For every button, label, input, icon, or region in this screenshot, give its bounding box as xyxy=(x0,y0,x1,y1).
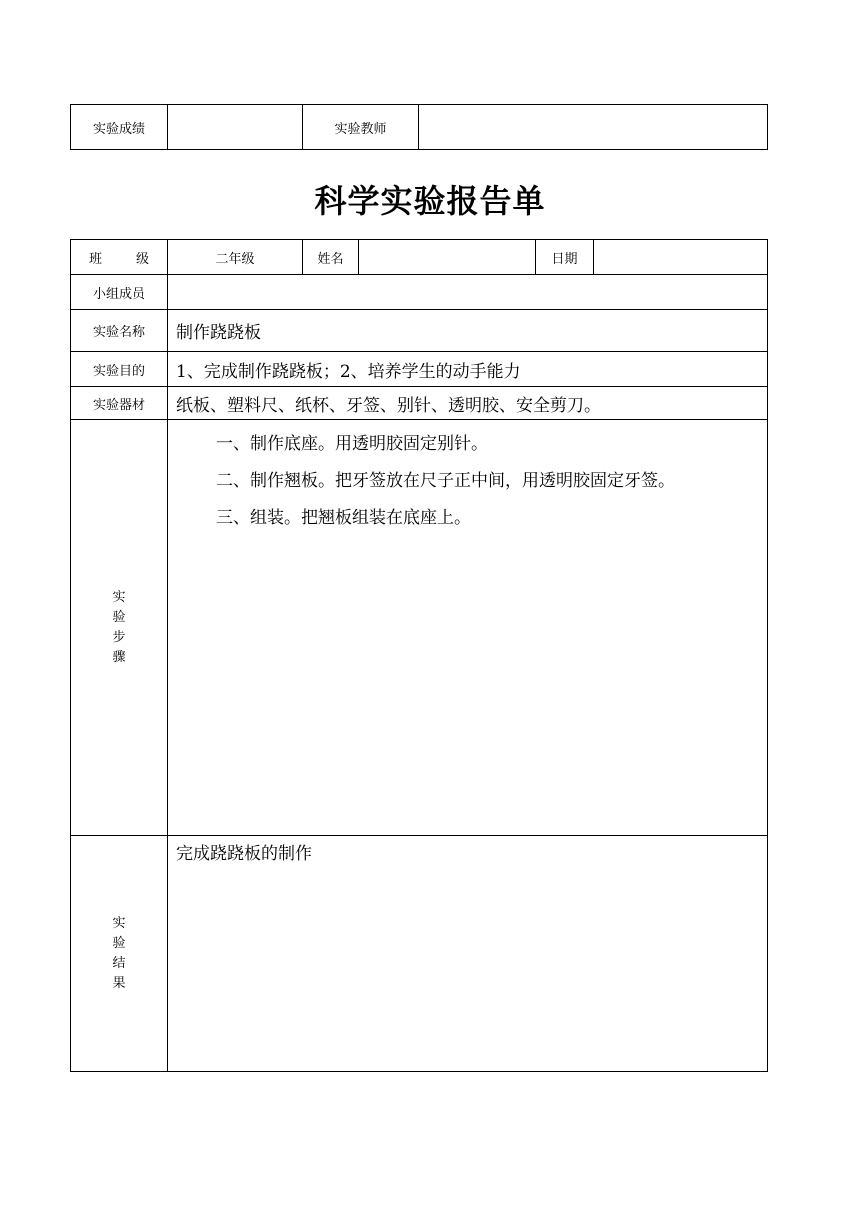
score-table xyxy=(70,104,768,150)
result-row xyxy=(71,836,768,1072)
materials-row xyxy=(71,387,768,420)
date-value-field[interactable] xyxy=(594,240,768,275)
members-row xyxy=(71,275,768,310)
steps-row xyxy=(71,420,768,836)
step-item-1: 一、制作底座。用透明胶固定别针。 xyxy=(216,434,488,454)
page-title: 科学实验报告单 xyxy=(314,182,546,220)
purpose-label: 实验目的 xyxy=(71,352,168,387)
step-item-2: 二、制作翘板。把牙签放在尺子正中间，用透明胶固定牙签。 xyxy=(216,471,675,491)
class-label-char-2: 级 xyxy=(136,251,150,267)
experiment-name-value[interactable]: 制作跷跷板 xyxy=(168,310,768,352)
result-label-char-2: 验 xyxy=(112,935,126,951)
result-label-char-1: 实 xyxy=(112,915,126,931)
purpose-row xyxy=(71,352,768,387)
result-label-char-3: 结 xyxy=(112,955,126,971)
steps-label-char-3: 步 xyxy=(112,629,126,645)
steps-label xyxy=(71,420,168,836)
name-label: 姓名 xyxy=(303,240,359,275)
result-value[interactable]: 完成跷跷板的制作 xyxy=(168,836,768,1072)
score-row xyxy=(71,105,768,150)
steps-label-char-4: 骤 xyxy=(112,649,126,665)
step-item-3: 三、组装。把翘板组装在底座上。 xyxy=(216,508,471,528)
score-label: 实验成绩 xyxy=(71,105,168,150)
name-value-field[interactable] xyxy=(359,240,536,275)
members-value-field[interactable] xyxy=(168,275,768,310)
score-value-field[interactable] xyxy=(168,105,303,150)
teacher-value-field[interactable] xyxy=(419,105,768,150)
steps-label-char-1: 实 xyxy=(112,589,126,605)
materials-value[interactable]: 纸板、塑料尺、纸杯、牙签、别针、透明胶、安全剪刀。 xyxy=(168,387,768,420)
class-value[interactable]: 二年级 xyxy=(168,240,303,275)
date-label: 日期 xyxy=(536,240,594,275)
class-label xyxy=(71,240,168,275)
purpose-value[interactable]: 1、完成制作跷跷板；2、培养学生的动手能力 xyxy=(168,352,768,387)
teacher-label: 实验教师 xyxy=(303,105,419,150)
experiment-name-row xyxy=(71,310,768,352)
steps-content[interactable] xyxy=(168,420,768,836)
result-label-char-4: 果 xyxy=(112,975,126,991)
class-label-char-1: 班 xyxy=(88,251,102,267)
experiment-name-label: 实验名称 xyxy=(71,310,168,352)
report-table xyxy=(70,239,768,1072)
result-label xyxy=(71,836,168,1072)
class-row xyxy=(71,240,768,275)
steps-label-char-2: 验 xyxy=(112,609,126,625)
members-label: 小组成员 xyxy=(71,275,168,310)
materials-label: 实验器材 xyxy=(71,387,168,420)
